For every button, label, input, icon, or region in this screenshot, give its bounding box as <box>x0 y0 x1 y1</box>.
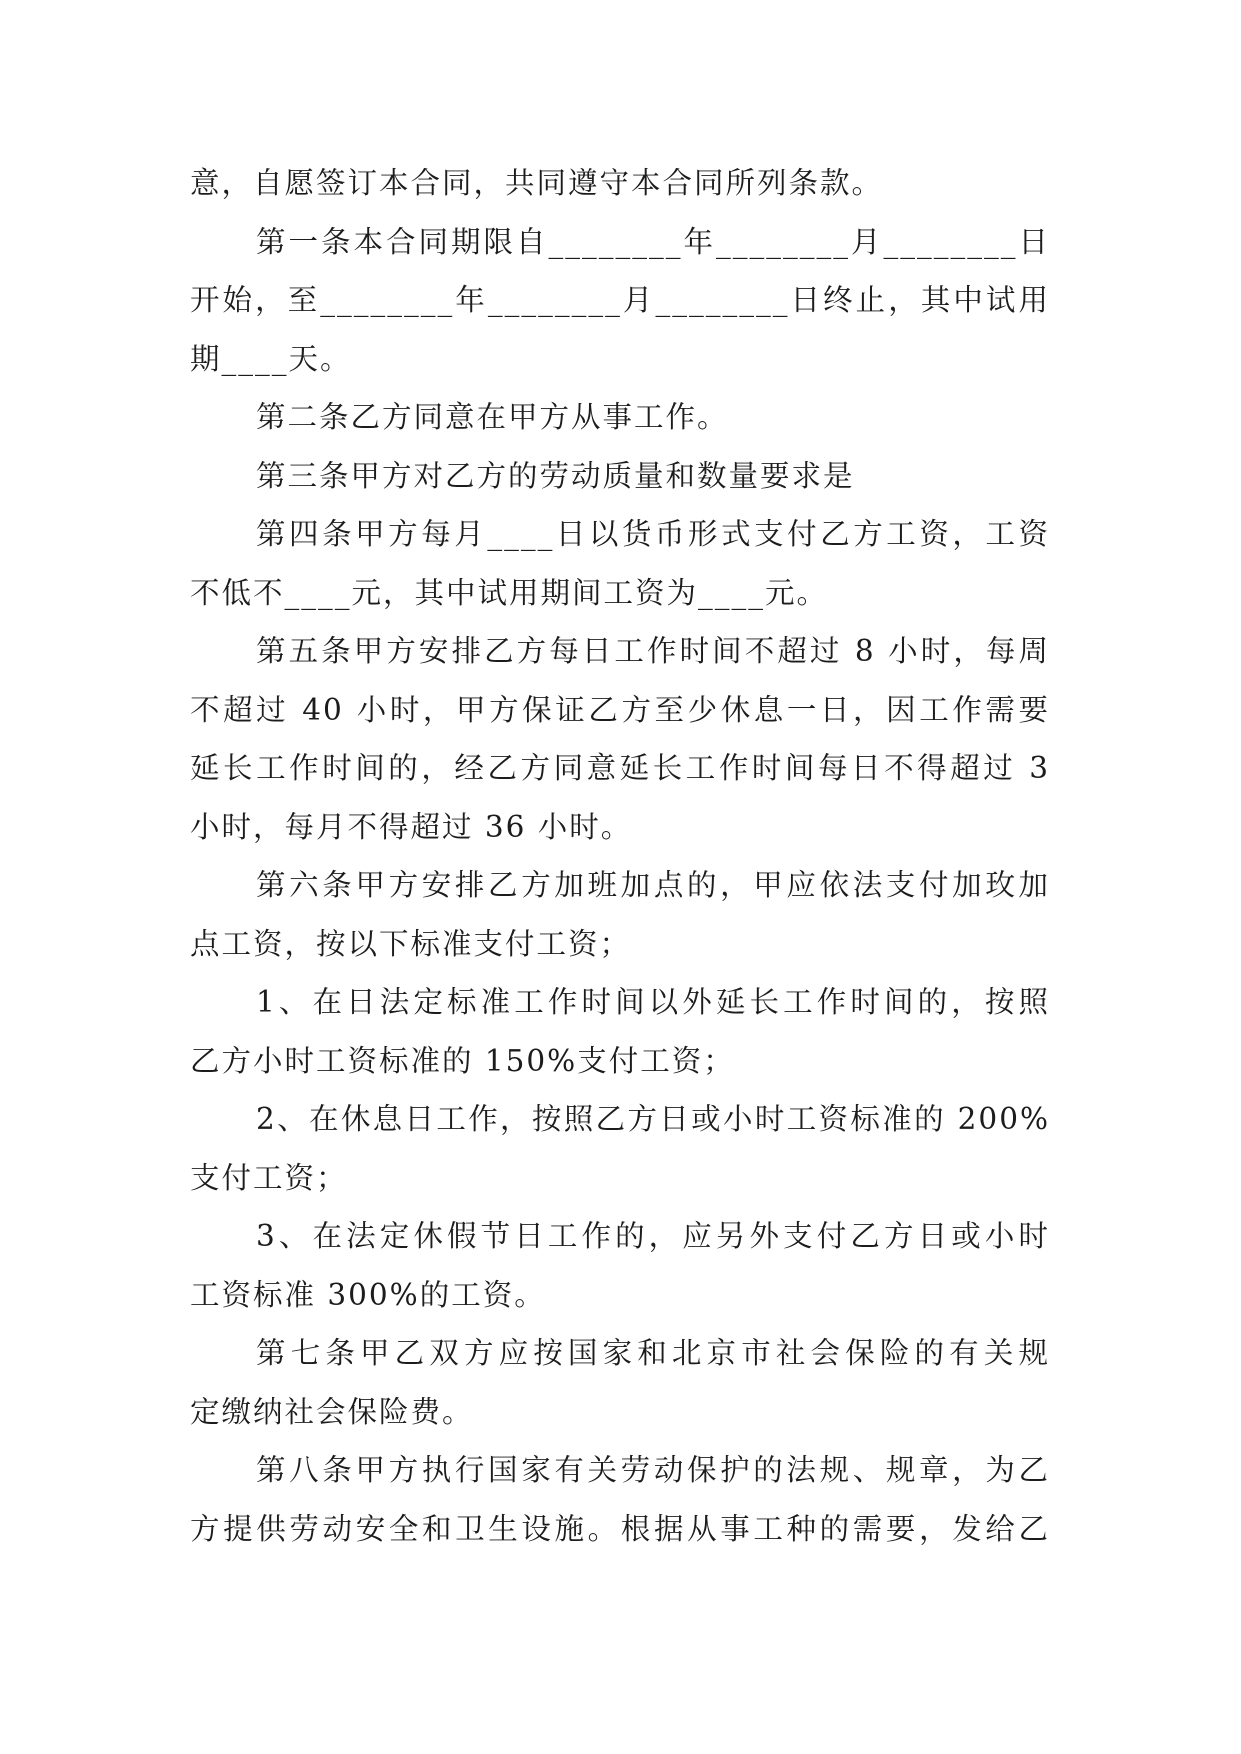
text-line: 开始，至________年________月________日终止，其中试用 <box>190 283 1050 317</box>
text-line: 3、在法定休假节日工作的，应另外支付乙方日或小时 <box>256 1219 1050 1253</box>
text-line: 方提供劳动安全和卫生设施。根据从事工种的需要，发给乙 <box>190 1511 1050 1546</box>
text-line: 第一条本合同期限自________年________月________日 <box>256 224 1050 259</box>
text-line: 不低不____元，其中试用期间工资为____元。 <box>190 575 829 610</box>
text-line: 定缴纳社会保险费。 <box>190 1394 474 1429</box>
text-line: 意，自愿签订本合同，共同遵守本合同所列条款。 <box>190 166 884 200</box>
text-line: 支付工资； <box>190 1160 348 1195</box>
text-line: 1、在日法定标准工作时间以外延长工作时间的，按照 <box>256 985 1050 1019</box>
text-line: 第四条甲方每月____日以货币形式支付乙方工资，工资 <box>256 517 1050 551</box>
contract-body <box>190 154 1050 1558</box>
text-line: 第八条甲方执行国家有关劳动保护的法规、规章，为乙 <box>256 1453 1050 1487</box>
text-line: 第七条甲乙双方应按国家和北京市社会保险的有关规 <box>256 1336 1050 1370</box>
text-line: 第六条甲方安排乙方加班加点的，甲应依法支付加玫加 <box>256 868 1050 902</box>
text-line: 第二条乙方同意在甲方从事工作。 <box>256 400 729 434</box>
text-line: 2、在休息日工作，按照乙方日或小时工资标准的 200% <box>256 1102 1050 1136</box>
text-line: 第五条甲方安排乙方每日工作时间不超过 8 小时，每周 <box>256 634 1050 668</box>
text-line: 不超过 40 小时，甲方保证乙方至少休息一日，因工作需要 <box>190 692 1050 727</box>
text-line: 小时，每月不得超过 36 小时。 <box>190 809 633 844</box>
text-line: 期____天。 <box>190 341 352 376</box>
text-line: 工资标准 300%的工资。 <box>190 1277 546 1312</box>
text-line: 延长工作时间的，经乙方同意延长工作时间每日不得超过 3 <box>190 751 1050 785</box>
text-line: 点工资，按以下标准支付工资； <box>190 926 632 961</box>
text-line: 乙方小时工资标准的 150%支付工资； <box>190 1043 735 1078</box>
text-line: 第三条甲方对乙方的劳动质量和数量要求是 <box>256 458 855 493</box>
